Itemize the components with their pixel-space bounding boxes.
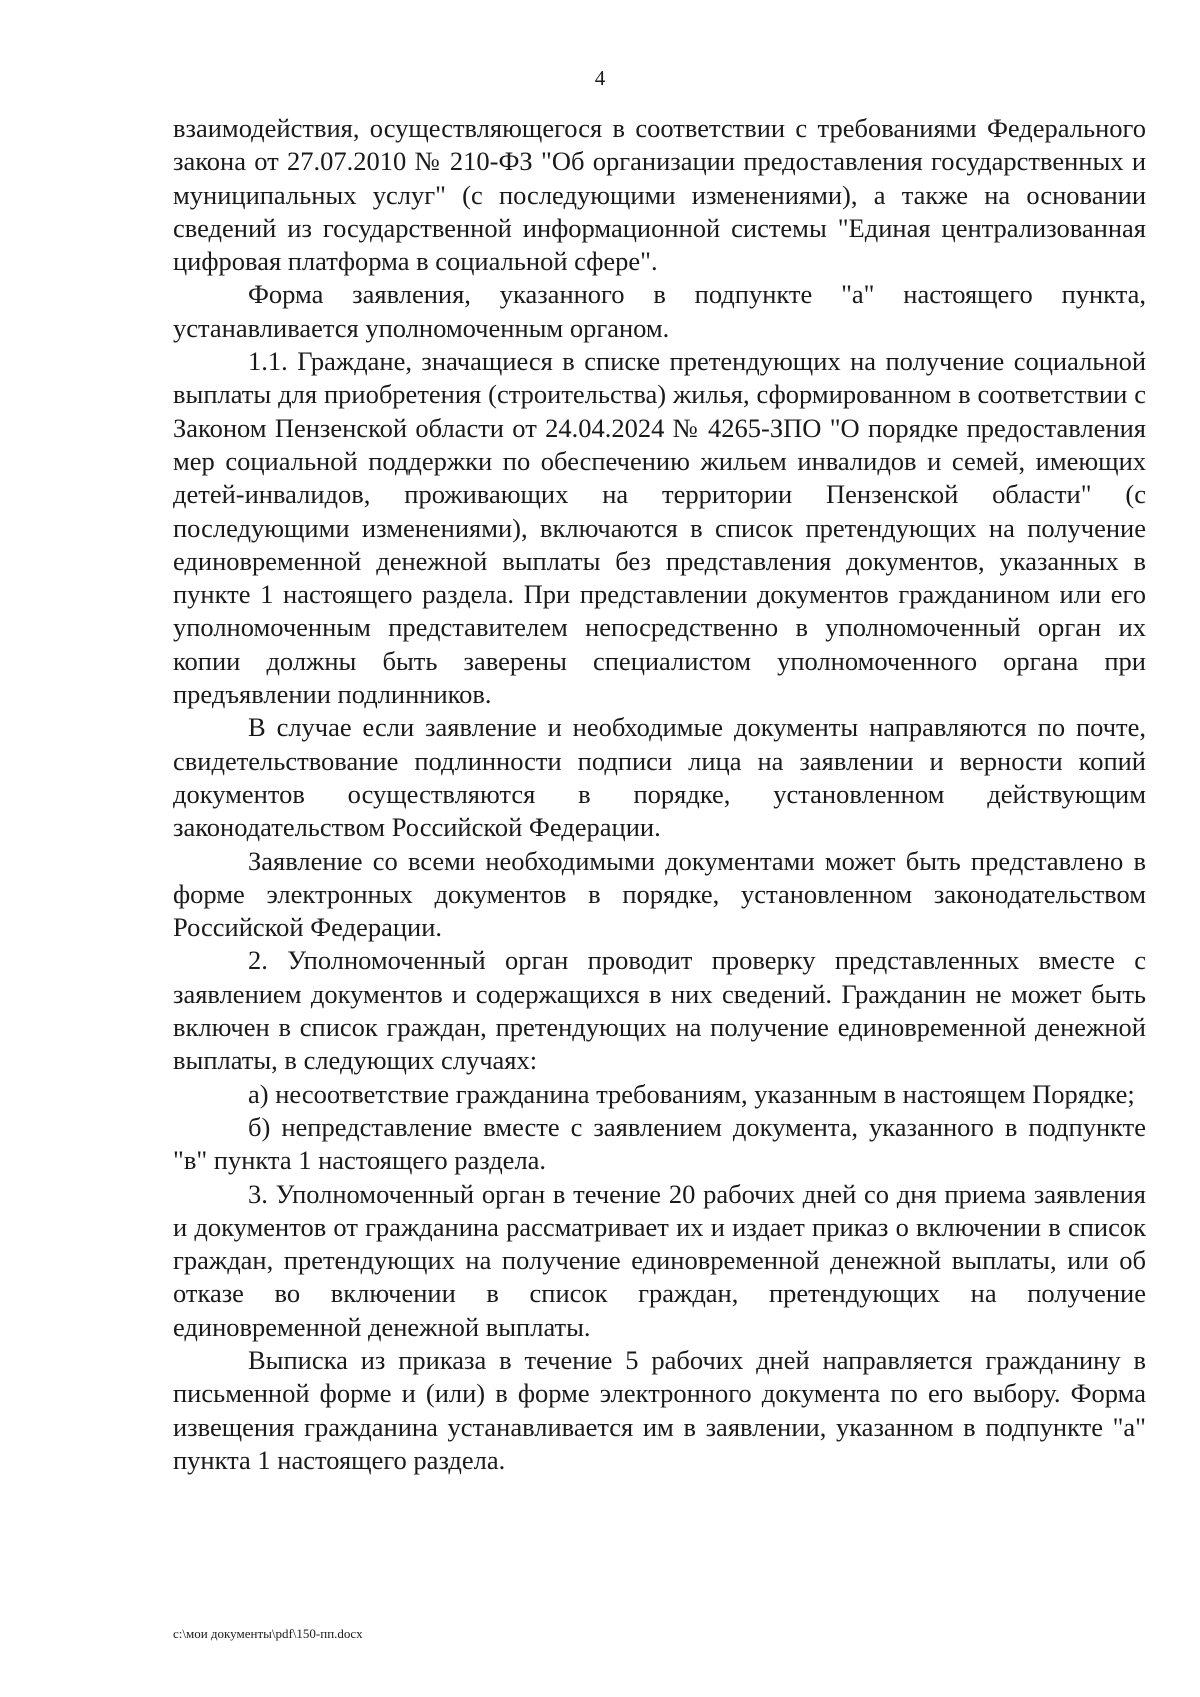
paragraph-3: 3. Уполномоченный орган в течение 20 рабочих дней со дня приема заявления и документов от гражданина рассматривает их и издает приказ о включении в список граждан, претендующих на получение единовременной денежной выплаты, или об отказе во включении в список граждан, претендующих на получение единовременной денежной выплаты. [173,1178,1146,1342]
document-body [173,112,1146,1477]
paragraph-1-1: 1.1. Граждане, значащиеся в списке претендующих на получение социальной выплаты для приобретения (строительства) жилья, сформированном в соответствии с Законом Пензенской области от 24.04.2024 № 4265-ЗПО "О порядке предоставления мер социальной поддержки по обеспечению жильем инвалидов и семей, имеющих детей-инвалидов, проживающих на территории Пензенской области" (с последующими изменениями), включаются в список претендующих на получение единовременной денежной выплаты без представления документов, указанных в пункте 1 настоящего раздела. При представлении документов гражданином или его уполномоченным представителем непосредственно в уполномоченный орган их копии должны быть заверены специалистом уполномоченного органа при предъявлении подлинников. [173,346,1146,710]
paragraph-postal-submission: В случае если заявление и необходимые документы направляются по почте, свидетельствование подлинности подписи лица на заявлении и верности копий документов осуществляются в порядке, установленном действующим законодательством Российской Федерации. [173,712,1146,843]
paragraph-electronic-submission: Заявление со всеми необходимыми документами может быть представлено в форме электронных документов в порядке, установленном законодательством Российской Федерации. [173,845,1146,943]
paragraph-2-a: а) несоответствие гражданина требованиям, указанным в настоящем Порядке; [248,1078,1135,1109]
paragraph-application-form: Форма заявления, указанного в подпункте "а" настоящего пункта, устанавливается уполномоченным органом. [173,279,1146,343]
footer-file-path: c:\мои документы\pdf\150-пп.docx [173,1626,363,1641]
paragraph-2: 2. Уполномоченный орган проводит проверку представленных вместе с заявлением документов и содержащихся в них сведений. Гражданин не может быть включен в список граждан, претендующих на получение единовременной денежной выплаты, в следующих случаях: [173,945,1146,1076]
paragraph-2-b: б) непредставление вместе с заявлением документа, указанного в подпункте "в" пункта 1 настоящего раздела. [173,1111,1146,1176]
paragraph-order-extract: Выписка из приказа в течение 5 рабочих дней направляется гражданину в письменной форме и (или) в форме электронного документа по его выбору. Форма извещения гражданина устанавливается им в заявлении, указанном в подпункте "а" пункта 1 настоящего раздела. [173,1344,1146,1475]
page-number: 4 [594,66,606,90]
paragraph-continuation: взаимодействия, осуществляющегося в соответствии с требованиями Федерального закона от 27.07.2010 № 210-ФЗ "Об организации предоставления государственных и муниципальных услуг" (с последующими изменениями), а также на основании сведений из государственной информационной системы "Единая централизованная цифровая платформа в социальной сфере". [173,113,1146,277]
